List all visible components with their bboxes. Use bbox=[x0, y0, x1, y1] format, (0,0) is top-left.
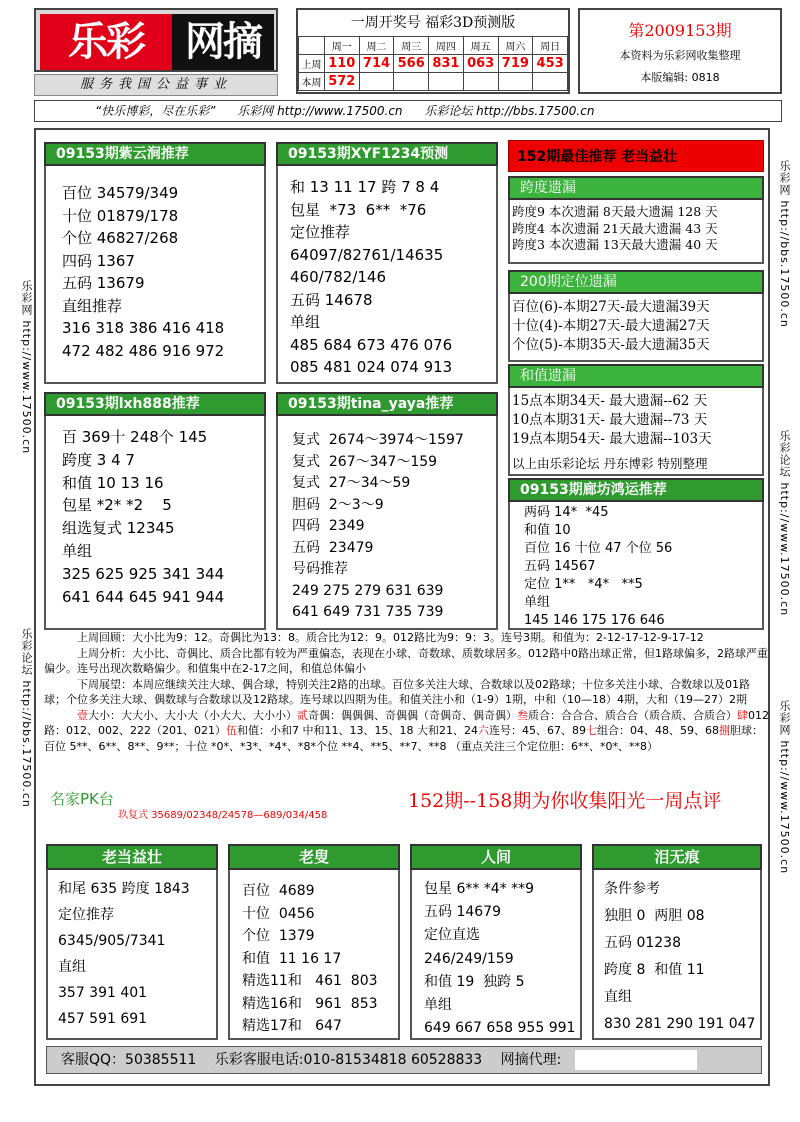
agent-input[interactable] bbox=[575, 1050, 697, 1070]
review-text: 上周回顾：大小比为9：12。奇偶比为13：8。质合比为12：9。012路比为9：9：3。连号3期。和值为：2-12-17-12-9-17-12 bbox=[77, 631, 704, 644]
sum-omission-list: 15点本期34天- 最大遗漏--62 天 10点本期31天- 最大遗漏--73 天 19点本期54天- 最大遗漏--103天 bbox=[512, 393, 712, 447]
draw-number bbox=[359, 73, 394, 91]
logo-left: 乐彩 bbox=[40, 14, 172, 70]
week-title: 一周开奖号 福彩3D预测版 bbox=[350, 15, 516, 31]
issue-box bbox=[578, 8, 782, 94]
draw-number: 714 bbox=[359, 55, 394, 73]
forum-link[interactable]: 乐彩论坛 http://bbs.17500.cn bbox=[424, 104, 595, 118]
draw-number bbox=[429, 73, 464, 91]
pk-card-2-text: 百位 4689 十位 0456 个位 1379 和值 11 16 17 精选11和 461 803 精选16和 961 853 精选17和 647 bbox=[242, 883, 378, 1034]
row-label: 本周 bbox=[299, 73, 325, 91]
footer-qq: 客服QQ：50385511 bbox=[61, 1052, 197, 1068]
best-pick-banner: 152期最佳推荐 老当益壮 bbox=[508, 140, 764, 172]
issue-note: 本资料为乐彩网收集整理 bbox=[619, 49, 741, 62]
box-tina-yaya-text: 复式 2674～3974～1597 复式 267～347～159 复式 27～34～59 胆码 2～3～9 四码 2349 五码 23479 号码推荐 249 275 279 631 639 641 649 731 735 739 bbox=[292, 432, 464, 620]
logo bbox=[34, 8, 278, 72]
logo-right: 网摘 bbox=[172, 14, 274, 70]
footer bbox=[46, 1046, 762, 1074]
outlook-text: 下周展望：本周应继续关注大球、偶合球，特别关注2路的出球。百位多关注大球、合数球以及02路球；十位多关注小球、合数球以及01路球；个位多关注大球、偶数球与合数球以及12路球。连号球以四期为佳。和值关注小和（1-9）1期，中和（10—18）4期，大和（19—27）2期 bbox=[44, 677, 750, 706]
day-header: 周日 bbox=[533, 37, 568, 55]
draw-table bbox=[298, 36, 568, 91]
day-header: 周三 bbox=[394, 37, 429, 55]
motto: “快乐博彩，尽在乐彩” bbox=[95, 104, 216, 118]
draw-number bbox=[533, 73, 568, 91]
weekly-draw-table bbox=[296, 8, 570, 94]
day-header: 周四 bbox=[429, 37, 464, 55]
draw-number bbox=[463, 73, 498, 91]
pk-banner: 152期--158期为你收集阳光一周点评 bbox=[408, 790, 722, 812]
draw-number: 566 bbox=[394, 55, 429, 73]
span-omission-title: 跨度遗漏 bbox=[508, 176, 764, 200]
footer-phone: 乐彩客服电话:010-81534818 60528833 bbox=[214, 1052, 483, 1068]
side-text-right-mid: 乐彩论坛 http://www.17500.cn bbox=[778, 430, 791, 617]
span-omission-list: 跨度9 本次遗漏 8天最大遗漏 128 天 跨度4 本次遗漏 21天最大遗漏 43 天 跨度3 本次遗漏 13天最大遗漏 40 天 bbox=[512, 204, 718, 252]
position-omission-list: 百位(6)-本期27天-最大遗漏39天 十位(4)-本期27天-最大遗漏27天 个位(5)-本期35天-最大遗漏35天 bbox=[512, 299, 710, 353]
box-xyf1234-text: 和 13 11 17 跨 7 8 4 包星 *73 6** *76 定位推荐 64097/82761/14635 460/782/146 五码 14678 单组 485 684 673 476 076 085 481 024 074 913 bbox=[290, 178, 453, 376]
site-banner bbox=[34, 100, 782, 122]
footer-agent-label: 网摘代理: bbox=[500, 1052, 562, 1068]
day-header: 周六 bbox=[498, 37, 533, 55]
draw-number: 572 bbox=[324, 73, 359, 91]
side-text-left-top: 乐彩网 http://www.17500.cn bbox=[20, 280, 33, 455]
day-header: 周一 bbox=[324, 37, 359, 55]
site-link[interactable]: 乐彩网 http://www.17500.cn bbox=[237, 104, 403, 118]
box-lxh888-text: 百 369十 248个 145 跨度 3 4 7 和值 10 13 16 包星 *2* *2 5 组选复式 12345 单组 325 625 925 341 344 641 644 645 941 944 bbox=[62, 428, 225, 606]
sum-omission-title: 和值遗漏 bbox=[508, 364, 764, 388]
side-text-left-bottom: 乐彩论坛 http://bbs.17500.cn bbox=[20, 628, 33, 808]
langfang-text: 两码 14* *45 和值 10 百位 16 十位 47 个位 56 五码 14567 定位 1** *4* **5 单组 145 146 175 176 646 bbox=[524, 505, 673, 628]
pk-card-2-title: 老叟 bbox=[228, 844, 400, 870]
pk-card-4-title: 泪无痕 bbox=[592, 844, 762, 870]
pk-card-3-text: 包星 6** *4* **9 五码 14679 定位直选 246/249/159 和值 19 独跨 5 单组 649 667 658 955 991 bbox=[424, 881, 576, 1037]
pk-card-3-title: 人间 bbox=[410, 844, 582, 870]
draw-number: 719 bbox=[498, 55, 533, 73]
draw-number: 831 bbox=[429, 55, 464, 73]
slogan: 服务我国公益事业 bbox=[34, 74, 278, 96]
draw-number bbox=[498, 73, 533, 91]
draw-number bbox=[394, 73, 429, 91]
draw-number: 110 bbox=[324, 55, 359, 73]
draw-number: 063 bbox=[463, 55, 498, 73]
box-ziyunjian-text: 百位 34579/349 十位 01879/178 个位 46827/268 四码 1367 五码 13679 直组推荐 316 318 386 416 418 472 482 486 916 972 bbox=[62, 184, 225, 360]
draw-number: 453 bbox=[533, 55, 568, 73]
issue-title: 第2009153期 bbox=[628, 21, 732, 40]
row-label: 上周 bbox=[299, 55, 325, 73]
langfang-title: 09153期廊坊鸿运推荐 bbox=[508, 478, 764, 502]
fuzzy-compound-tag: 玖复式 35689/02348/24578—689/034/458 bbox=[118, 810, 328, 821]
box-tina-yaya-title: 09153期tina_yaya推荐 bbox=[276, 392, 498, 416]
weekly-analysis bbox=[44, 630, 770, 754]
pk-card-4-text: 条件参考 独胆 0 两胆 08 五码 01238 跨度 8 和值 11 直组 830 281 290 191 047 bbox=[604, 881, 756, 1032]
issue-editor: 本版编辑: 0818 bbox=[640, 71, 720, 84]
box-ziyunjian-title: 09153期紫云涧推荐 bbox=[44, 142, 266, 166]
pk-card-1-text: 和尾 635 跨度 1843 定位推荐 6345/905/7341 直组 357 391 401 457 591 691 bbox=[58, 881, 190, 1027]
position-omission-title: 200期定位遗漏 bbox=[508, 270, 764, 294]
side-text-right-bottom: 乐彩网 http://www.17500.cn bbox=[778, 700, 791, 875]
sum-omission-note: 以上由乐彩论坛 丹东博彩 特别整理 bbox=[512, 456, 708, 471]
day-header: 周二 bbox=[359, 37, 394, 55]
day-header: 周五 bbox=[463, 37, 498, 55]
category-list: 壹大小：大大小、大小大（小大大、大小小）贰奇偶：偶偶偶、奇偶偶（奇偶奇、偶奇偶）叁质合：合合合、质合合（质合质、合质合）肆012路：012、002、222（201、021）伍和值：小和7 中和11、13、15、18 大和21、24六连号：45、67、89七组合：04、48、59、68捌胆球：百位 5**、6**、8**、9**；十位 *0*、*3*、*4*、*8*个位 **4、**5、**7、**8 （重点关注三个定位胆：6**、*0*、**8） bbox=[44, 708, 769, 753]
box-xyf1234-title: 09153期XYF1234预测 bbox=[276, 142, 498, 166]
box-lxh888-title: 09153期lxh888推荐 bbox=[44, 392, 266, 416]
analysis-text: 上周分析：大小比、奇偶比、质合比都有较为严重偏态，表现在小球、奇数球、质数球居多。012路中0路出球正常，但1路球偏多，2路球严重偏少。连号出现次数略偏少。和值集中在2-17之间，和值总体偏小 bbox=[44, 646, 768, 675]
pk-card-1-title: 老当益壮 bbox=[46, 844, 218, 870]
side-text-right-top: 乐彩网 http://bbs.17500.cn bbox=[778, 160, 791, 328]
pk-title: 名家PK台 bbox=[50, 790, 114, 808]
